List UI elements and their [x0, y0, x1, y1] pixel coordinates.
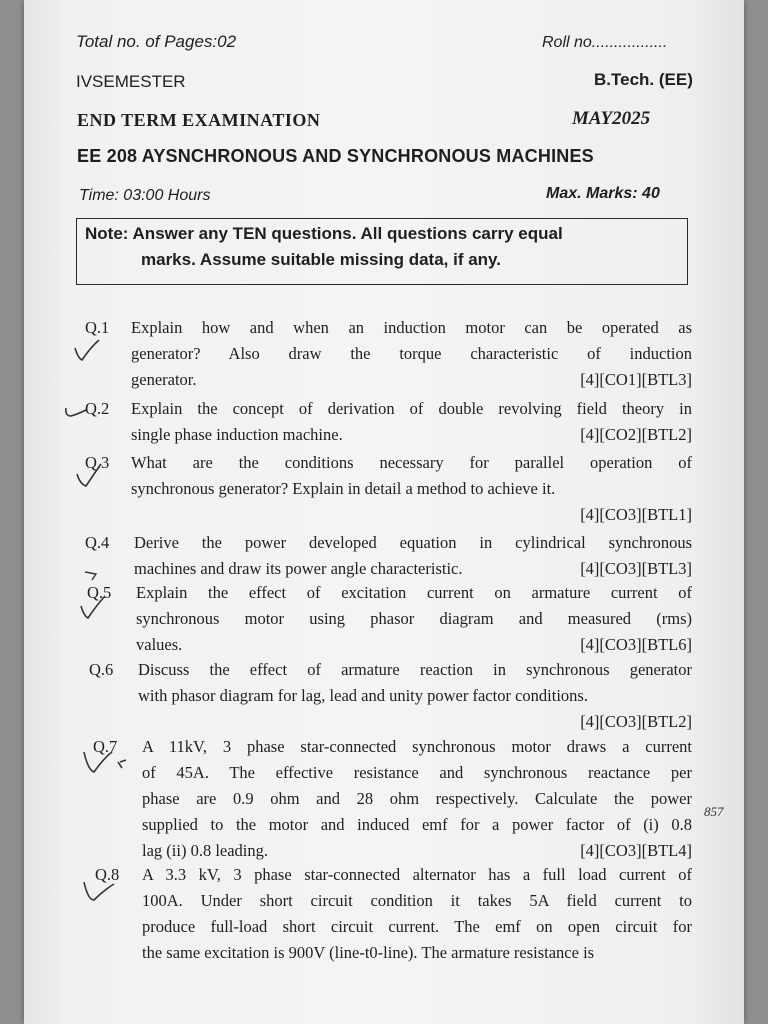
instructions-line-1: Note: Answer any TEN questions. All questions carry equal — [85, 224, 563, 243]
exam-paper — [24, 0, 744, 1024]
question-number: Q.5 — [87, 583, 112, 602]
handwritten-tick-icon — [72, 336, 102, 364]
marks-tag: [4][CO1][BTL3] — [580, 370, 692, 389]
question-text-line: 100A. Under short circuit condition it takes 5A field current to — [142, 891, 692, 910]
question-number: Q.6 — [89, 660, 114, 679]
handwritten-mark-icon — [82, 568, 100, 582]
question-text-line: Explain how and when an induction motor can be operated as — [131, 318, 692, 337]
course-title: EE 208 AYSNCHRONOUS AND SYNCHRONOUS MACHINES — [77, 146, 594, 166]
question-number: Q.8 — [95, 865, 120, 884]
question-1 — [79, 315, 692, 395]
question-5 — [79, 580, 692, 660]
question-text-line: generator. — [131, 370, 197, 389]
marks-tag: [4][CO3][BTL2] — [580, 712, 692, 731]
question-2 — [79, 396, 692, 450]
semester: IVSEMESTER — [76, 72, 186, 91]
question-text-line: the same excitation is 900V (line-t0-line). The armature resistance is — [142, 943, 595, 962]
exam-time: Time: 03:00 Hours — [79, 187, 211, 204]
handwritten-tick-icon — [80, 746, 130, 776]
question-text-line: Explain the concept of derivation of double revolving field theory in — [131, 399, 692, 418]
question-number: Q.1 — [85, 318, 110, 337]
question-text-line: of 45A. The effective resistance and synchronous reactance per — [142, 763, 692, 782]
question-number: Q.4 — [85, 533, 110, 552]
marks-tag: [4][CO2][BTL2] — [580, 425, 692, 444]
question-text-line: values. — [136, 635, 183, 654]
roll-number: Roll no................. — [542, 34, 668, 51]
question-text-line: lag (ii) 0.8 leading. — [142, 841, 269, 860]
handwritten-tick-icon — [74, 460, 104, 488]
exam-date: MAY2025 — [572, 108, 651, 129]
question-text-line: single phase induction machine. — [131, 425, 343, 444]
question-number: Q.2 — [85, 399, 110, 418]
question-4 — [79, 530, 692, 584]
question-text-line: machines and draw its power angle characteristic. — [134, 559, 463, 578]
exam-title: END TERM EXAMINATION — [77, 110, 321, 130]
question-3 — [79, 450, 692, 530]
question-number: Q.3 — [85, 453, 110, 472]
marks-tag: [4][CO3][BTL6] — [580, 635, 692, 654]
handwritten-tick-icon — [78, 594, 108, 622]
question-number: Q.7 — [93, 737, 118, 756]
marks-tag: [4][CO3][BTL4] — [580, 841, 692, 860]
question-7 — [79, 734, 692, 866]
question-text-line: A 11kV, 3 phase star-connected synchronous motor draws a current — [142, 737, 692, 756]
margin-note: 857 — [704, 804, 724, 819]
question-text-line: produce full-load short circuit current. The emf on open circuit for — [142, 917, 692, 936]
max-marks: Max. Marks: 40 — [546, 185, 660, 202]
total-pages: Total no. of Pages:02 — [76, 32, 237, 51]
handwritten-tick-icon — [80, 874, 120, 904]
question-text-line: with phasor diagram for lag, lead and unity power factor conditions. — [138, 686, 588, 705]
question-text-line: generator? Also draw the torque characteristic of induction — [131, 344, 692, 363]
question-text-line: Derive the power developed equation in cylindrical synchronous — [134, 533, 692, 552]
marks-tag: [4][CO3][BTL3] — [580, 559, 692, 578]
question-text-line: A 3.3 kV, 3 phase star-connected alternator has a full load current of — [142, 865, 692, 884]
question-text-line: supplied to the motor and induced emf for a power factor of (i) 0.8 — [142, 815, 692, 834]
question-text-line: synchronous generator? Explain in detail a method to achieve it. — [131, 479, 556, 498]
question-text-line: Explain the effect of excitation current on armature current of — [136, 583, 692, 602]
question-text-line: What are the conditions necessary for parallel operation of — [131, 453, 692, 472]
question-text-line: Discuss the effect of armature reaction in synchronous generator — [138, 660, 692, 679]
question-8 — [79, 862, 692, 972]
question-text-line: phase are 0.9 ohm and 28 ohm respectively. Calculate the power — [142, 789, 692, 808]
handwritten-tick-icon — [62, 396, 90, 420]
instructions-box — [76, 218, 688, 285]
instructions-line-2: marks. Assume suitable missing data, if any. — [141, 250, 501, 269]
program: B.Tech. (EE) — [594, 70, 693, 89]
marks-tag: [4][CO3][BTL1] — [580, 505, 692, 524]
question-text-line: synchronous motor using phasor diagram and measured (rms) — [136, 609, 692, 628]
question-6 — [79, 657, 692, 737]
